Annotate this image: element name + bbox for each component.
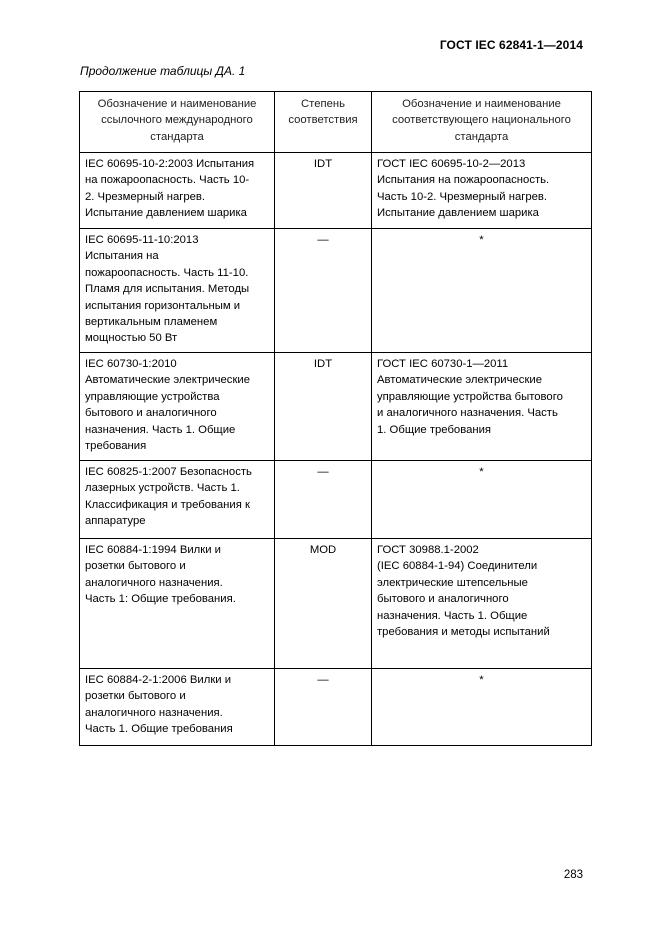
cell-international-standard: IEC 60884-2-1:2006 Вилки и розетки бытового и аналогичного назначения. Часть 1. Общие требования [80, 669, 275, 746]
cell-national-standard: * [372, 461, 592, 539]
cell-national-standard: ГОСТ IEC 60730-1—2011 Автоматические электрические управляющие устройства бытового и аналогичного назначения. Часть 1. Общие требования [372, 353, 592, 461]
table-row [80, 461, 592, 539]
cell-national-standard: * [372, 229, 592, 353]
references-table [79, 91, 592, 746]
cell-degree: IDT [275, 353, 372, 461]
column-header-international: Обозначение и наименование ссылочного международного стандарта [80, 92, 275, 153]
document-code: ГОСТ IEC 62841-1—2014 [439, 38, 583, 52]
table-row [80, 153, 592, 229]
table-caption: Продолжение таблицы ДА. 1 [80, 64, 246, 78]
cell-international-standard: IEC 60730-1:2010 Автоматические электрические управляющие устройства бытового и аналогичного назначения. Часть 1. Общие требования [80, 353, 275, 461]
table-row [80, 539, 592, 669]
column-header-degree: Степень соответствия [275, 92, 372, 153]
cell-international-standard: IEC 60884-1:1994 Вилки и розетки бытового и аналогичного назначения. Часть 1: Общие требования. [80, 539, 275, 669]
cell-national-standard: ГОСТ 30988.1-2002 (IEC 60884-1-94) Соединители электрические штепсельные бытового и аналогичного назначения. Часть 1. Общие требования и методы испытаний [372, 539, 592, 669]
cell-national-standard: ГОСТ IEC 60695-10-2—2013 Испытания на пожароопасность. Часть 10-2. Чрезмерный нагрев. Испытание давлением шарика [372, 153, 592, 229]
table-header-row [80, 92, 592, 153]
cell-national-standard: * [372, 669, 592, 746]
cell-degree: — [275, 669, 372, 746]
cell-international-standard: IEC 60695-10-2:2003 Испытания на пожароопасность. Часть 10- 2. Чрезмерный нагрев. Испытание давлением шарика [80, 153, 275, 229]
cell-degree: — [275, 461, 372, 539]
cell-degree: MOD [275, 539, 372, 669]
cell-degree: IDT [275, 153, 372, 229]
cell-international-standard: IEC 60695-11-10:2013 Испытания на пожароопасность. Часть 11-10. Пламя для испытания. Методы испытания горизонтальным и вертикальным пламенем мощностью 50 Вт [80, 229, 275, 353]
page-number: 283 [563, 869, 583, 881]
cell-degree: — [275, 229, 372, 353]
table-row [80, 669, 592, 746]
table-row [80, 353, 592, 461]
cell-international-standard: IEC 60825-1:2007 Безопасность лазерных устройств. Часть 1. Классификация и требования к аппаратуре [80, 461, 275, 539]
table-row [80, 229, 592, 353]
column-header-national: Обозначение и наименование соответствующего национального стандарта [372, 92, 592, 153]
